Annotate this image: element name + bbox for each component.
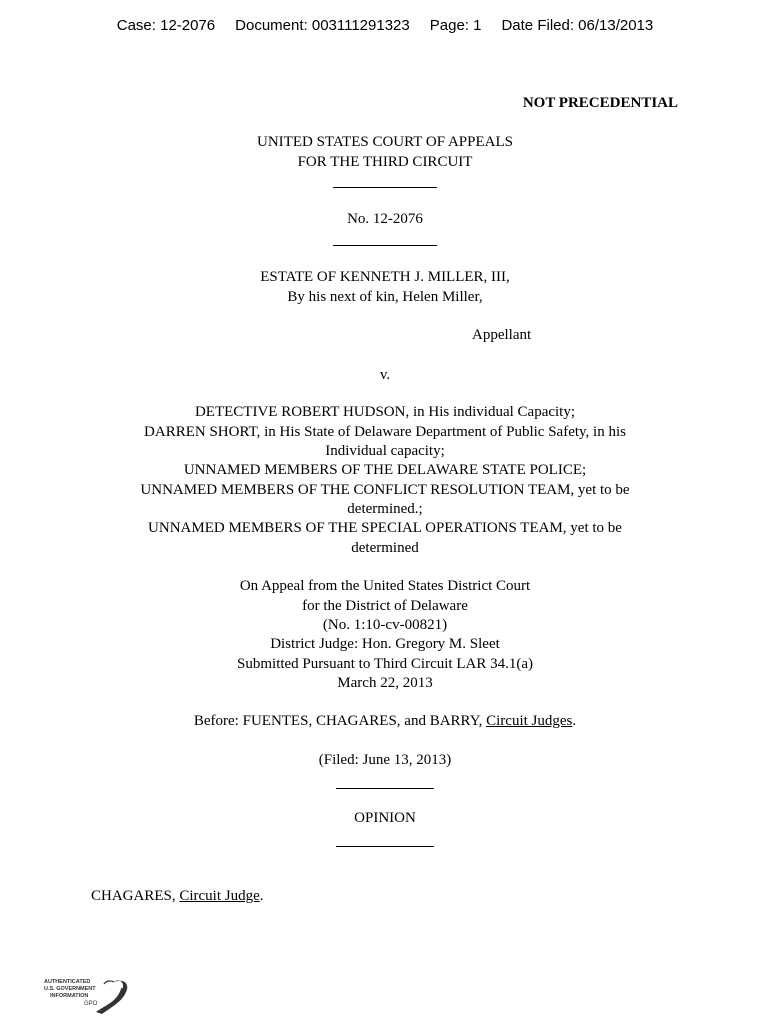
precedential-status: NOT PRECEDENTIAL xyxy=(522,95,678,111)
docket-number: No. 12-2076 xyxy=(347,211,423,227)
appellee-line: UNNAMED MEMBERS OF THE CONFLICT RESOLUTION TEAM, yet to be xyxy=(140,482,630,498)
appeal-line: On Appeal from the United States District Court xyxy=(239,578,531,594)
appeal-line: (No. 1:10-cv-00821) xyxy=(322,617,448,633)
appellee-line: DARREN SHORT, in His State of Delaware Department of Public Safety, in his xyxy=(144,424,626,440)
versus: v. xyxy=(379,367,391,383)
appellee-line: UNNAMED MEMBERS OF THE DELAWARE STATE POLICE; xyxy=(183,462,587,478)
gpo-authentication-seal xyxy=(44,972,134,1018)
divider xyxy=(333,187,437,188)
filed-date: (Filed: June 13, 2013) xyxy=(318,752,452,768)
appeal-line: March 22, 2013 xyxy=(337,675,433,691)
appeal-line: for the District of Delaware xyxy=(302,598,468,614)
appellee-line: determined xyxy=(351,540,419,556)
opinion-heading: OPINION xyxy=(354,810,416,826)
appellee-line: Individual capacity; xyxy=(325,443,445,459)
svg-text:GPO: GPO xyxy=(84,1001,98,1007)
date-filed: Date Filed: 06/13/2013 xyxy=(501,17,654,34)
appeal-line: Submitted Pursuant to Third Circuit LAR 34.1(a) xyxy=(237,656,533,672)
appellee-line: UNNAMED MEMBERS OF THE SPECIAL OPERATIONS TEAM, yet to be xyxy=(148,520,622,536)
court-name-line2: FOR THE THIRD CIRCUIT xyxy=(297,154,473,170)
appeal-line: District Judge: Hon. Gregory M. Sleet xyxy=(270,636,500,652)
appellant-kin: By his next of kin, Helen Miller, xyxy=(287,289,483,305)
circuit-judge-title: Circuit Judge xyxy=(179,888,260,904)
opinion-author: CHAGARES, Circuit Judge. xyxy=(91,888,264,904)
panel-judges: Before: FUENTES, CHAGARES, and BARRY, Circuit Judges. xyxy=(193,713,577,729)
filing-header xyxy=(0,17,770,34)
document-number: Document: 003111291323 xyxy=(235,17,410,34)
page-number: Page: 1 xyxy=(429,17,482,34)
svg-text:INFORMATION: INFORMATION xyxy=(50,993,89,999)
svg-text:AUTHENTICATED: AUTHENTICATED xyxy=(44,979,91,985)
circuit-judges-title: Circuit Judges xyxy=(486,713,573,729)
appellee-line: determined.; xyxy=(347,501,423,517)
appellee-line: DETECTIVE ROBERT HUDSON, in His individual Capacity; xyxy=(194,404,576,420)
divider xyxy=(336,788,434,789)
appellant-role: Appellant xyxy=(472,327,532,343)
case-number: Case: 12-2076 xyxy=(116,17,216,34)
svg-text:U.S. GOVERNMENT: U.S. GOVERNMENT xyxy=(44,986,96,992)
divider xyxy=(336,846,434,847)
court-name-line1: UNITED STATES COURT OF APPEALS xyxy=(257,134,513,150)
divider xyxy=(333,245,437,246)
appellant-name: ESTATE OF KENNETH J. MILLER, III, xyxy=(260,269,510,285)
